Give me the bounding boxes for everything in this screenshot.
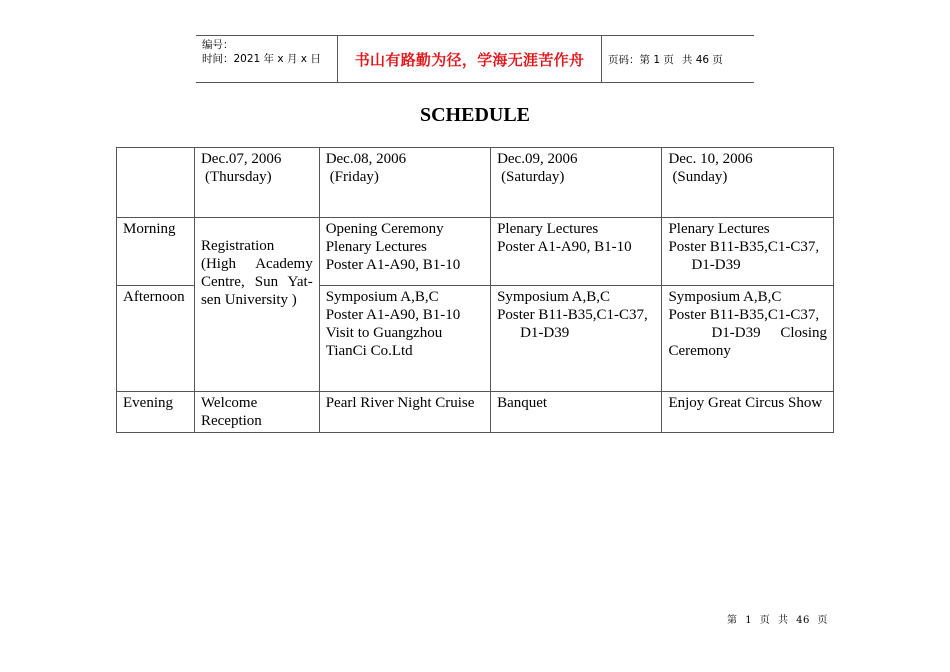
time-label: 时间：2021 年 x 月 x 日 xyxy=(202,53,321,65)
day-header-cell: Dec.09, 2006 (Saturday) xyxy=(491,148,662,218)
day-header-cell: Dec. 10, 2006 (Sunday) xyxy=(662,148,834,218)
day-header-cell: Dec.07, 2006 (Thursday) xyxy=(194,148,319,218)
schedule-cell: Plenary Lectures Poster A1-A90, B1-10 xyxy=(491,218,662,286)
table-row xyxy=(117,148,834,218)
schedule-cell: Symposium A,B,C Poster B11-B35,C1-C37, D1-D39 Closing Ceremony xyxy=(662,286,834,392)
footer-total-pages: 46 xyxy=(796,615,810,626)
registration-cell: Registration (High Academy Centre, Sun Yat-sen University ) xyxy=(194,218,319,392)
row-label-morning: Morning xyxy=(117,218,195,286)
page-footer: 第 1 页 共 46 页 xyxy=(727,615,829,626)
schedule-cell: Pearl River Night Cruise xyxy=(319,392,490,433)
serial-label: 编号： xyxy=(202,39,234,51)
row-label-afternoon: Afternoon xyxy=(117,286,195,392)
page-label: 页码：第 1 页 xyxy=(608,53,674,66)
schedule-cell: Welcome Reception xyxy=(194,392,319,433)
schedule-table xyxy=(116,147,834,433)
document-header xyxy=(196,35,754,83)
total-label: 共 46 页 xyxy=(681,53,723,66)
day-header-cell: Dec.08, 2006 (Friday) xyxy=(319,148,490,218)
schedule-cell: Enjoy Great Circus Show xyxy=(662,392,834,433)
schedule-cell: Plenary Lectures Poster B11-B35,C1-C37, D1-D39 xyxy=(662,218,834,286)
footer-page-number: 1 xyxy=(745,615,753,626)
schedule-cell: Banquet xyxy=(491,392,662,433)
table-row xyxy=(117,392,834,433)
row-label-evening: Evening xyxy=(117,392,195,433)
schedule-cell: Symposium A,B,C Poster B11-B35,C1-C37, D1-D39 xyxy=(491,286,662,392)
schedule-cell: Opening Ceremony Plenary Lectures Poster A1-A90, B1-10 xyxy=(319,218,490,286)
corner-cell xyxy=(117,148,195,218)
header-meta xyxy=(196,36,338,82)
table-row xyxy=(117,218,834,286)
schedule-cell: Symposium A,B,C Poster A1-A90, B1-10 Visit to Guangzhou TianCi Co.Ltd xyxy=(319,286,490,392)
header-motto: 书山有路勤为径，学海无涯苦作舟 xyxy=(338,36,602,82)
page-title: SCHEDULE xyxy=(419,104,531,126)
header-page-info xyxy=(602,36,754,82)
